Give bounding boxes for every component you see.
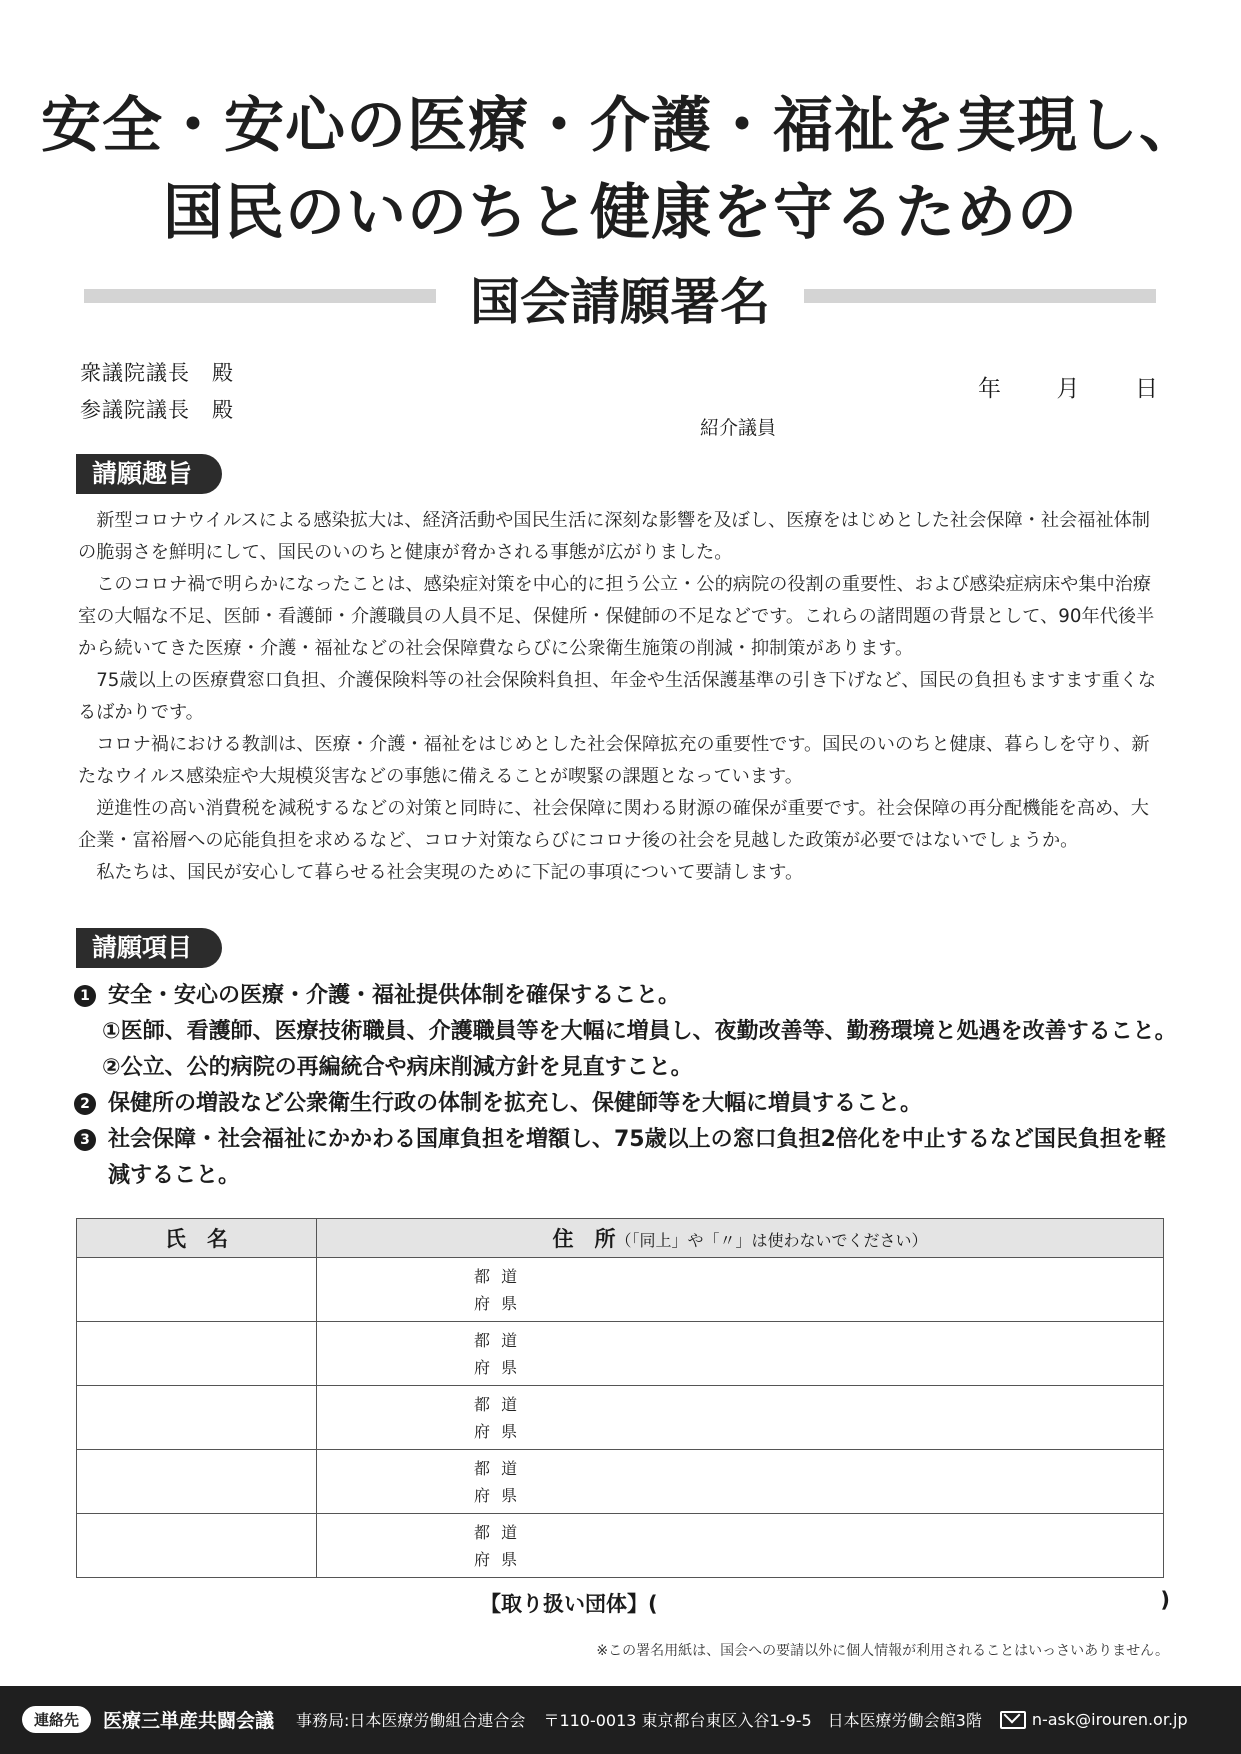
purpose-paragraph: 新型コロナウイルスによる感染拡大は、経済活動や国民生活に深刻な影響を及ぼし、医療をはじめとした社会保障・社会福祉体制の脆弱さを鮮明にして、国民のいのちと健康が脅かされる事態が広がりました。 [78, 510, 1150, 563]
date-year-label: 年 [978, 376, 1001, 402]
organization-name: 医療三単産共闘会議 [103, 1710, 275, 1732]
address-field[interactable] [317, 1322, 1164, 1386]
prefecture-label: 都 道 [474, 1458, 521, 1478]
purpose-paragraph: 逆進性の高い消費税を減税するなどの対策と同時に、社会保障に関わる財源の確保が重要です。社会保障の再分配機能を高め、大企業・富裕層への応能負担を求めるなど、コロナ対策ならびにコロナ後の社会を見越した政策が必要ではないでしょうか。 [78, 798, 1149, 851]
table-header-row [77, 1219, 1164, 1258]
purpose-text [78, 505, 1164, 889]
handling-organization-label: 【取り扱い団体】( [480, 1592, 658, 1616]
address-field[interactable] [317, 1514, 1164, 1578]
contact-badge: 連絡先 [22, 1706, 91, 1733]
section-heading-purpose: 請願趣旨 [76, 454, 222, 494]
name-field[interactable] [77, 1258, 317, 1322]
table-row [77, 1386, 1164, 1450]
handling-organization-close: ) [1160, 1588, 1170, 1612]
number-badge: 1 [74, 985, 96, 1007]
footer [0, 1686, 1241, 1754]
office-name: 事務局:日本医療労働組合連合会 [296, 1711, 526, 1730]
column-header-name: 氏 名 [77, 1219, 317, 1258]
name-field[interactable] [77, 1450, 317, 1514]
column-header-address [317, 1219, 1164, 1258]
table-row [77, 1322, 1164, 1386]
privacy-note: ※この署名用紙は、国会への要請以外に個人情報が利用されることはいっさいありません。 [596, 1643, 1169, 1659]
item-text: 社会保障・社会福祉にかかわる国庫負担を増額し、75歳以上の窓口負担2倍化を中止するなど国民負担を軽減すること。 [108, 1127, 1166, 1188]
table-row [77, 1514, 1164, 1578]
address-note: （「同上」や「〃」は使わないでください） [615, 1231, 928, 1250]
introducer-label: 紹介議員 [700, 417, 777, 439]
prefecture-label: 都 道 [474, 1522, 521, 1542]
section-heading-items: 請願項目 [76, 928, 222, 968]
contact-email[interactable]: n-ask@irouren.or.jp [1031, 1710, 1188, 1729]
prefecture-label: 都 道 [474, 1330, 521, 1350]
list-item [72, 978, 1182, 1014]
prefecture-label: 府 県 [474, 1421, 521, 1441]
name-field[interactable] [77, 1322, 317, 1386]
date-day-label: 日 [1135, 376, 1158, 402]
sub-item: ②公立、公的病院の再編統合や病床削減方針を見直すこと。 [102, 1055, 693, 1080]
addressee-house-of-councillors: 参議院議長 殿 [80, 398, 234, 422]
purpose-paragraph: 私たちは、国民が安心して暮らせる社会実現のために下記の事項について要請します。 [96, 862, 804, 883]
mail-icon [1000, 1711, 1026, 1729]
purpose-paragraph: コロナ禍における教訓は、医療・介護・福祉をはじめとした社会保障拡充の重要性です。国民のいのちと健康、暮らしを守り、新たなウイルス感染症や大規模災害などの事態に備えることが喫緊の課題となっています。 [78, 734, 1150, 787]
signature-table [76, 1218, 1164, 1578]
sub-item: ①医師、看護師、医療技術職員、介護職員等を大幅に増員し、夜勤改善等、勤務環境と処遇を改善すること。 [102, 1019, 1177, 1044]
list-item [72, 1086, 1182, 1122]
address-field[interactable] [317, 1450, 1164, 1514]
prefecture-label: 府 県 [474, 1549, 521, 1569]
page-title-line1: 安全・安心の医療・介護・福祉を実現し、 [41, 91, 1200, 161]
purpose-paragraph: このコロナ禍で明らかになったことは、感染症対策を中心的に担う公立・公的病院の役割の重要性、および感染症病床や集中治療室の大幅な不足、医師・看護師・介護職員の人員不足、保健所・保健師の不足などです。これらの諸問題の背景として、90年代後半から続いてきた医療・介護・福祉などの社会保障費ならびに公衆衛生施策の削減・抑制策があります。 [78, 574, 1155, 659]
divider [804, 289, 1156, 303]
date-field [978, 370, 1158, 403]
prefecture-label: 府 県 [474, 1293, 521, 1313]
petition-items [72, 978, 1182, 1194]
page-subtitle: 国会請願署名 [470, 273, 770, 331]
table-row [77, 1450, 1164, 1514]
office-address: 〒110-0013 東京都台東区入谷1-9-5 日本医療労働会館3階 [543, 1711, 982, 1730]
item-text: 安全・安心の医療・介護・福祉提供体制を確保すること。 [108, 983, 681, 1008]
address-field[interactable] [317, 1386, 1164, 1450]
address-field[interactable] [317, 1258, 1164, 1322]
item-text: 保健所の増設など公衆衛生行政の体制を拡充し、保健師等を大幅に増員すること。 [108, 1091, 923, 1116]
prefecture-label: 都 道 [474, 1394, 521, 1414]
prefecture-label: 府 県 [474, 1357, 521, 1377]
number-badge: 2 [74, 1093, 96, 1115]
number-badge: 3 [74, 1129, 96, 1151]
addressee-house-of-representatives: 衆議院議長 殿 [80, 361, 234, 385]
handling-organization-field[interactable] [480, 1588, 1170, 1618]
name-field[interactable] [77, 1386, 317, 1450]
prefecture-label: 府 県 [474, 1485, 521, 1505]
purpose-paragraph: 75歳以上の医療費窓口負担、介護保険料等の社会保険料負担、年金や生活保護基準の引き下げなど、国民の負担もますます重くなるばかりです。 [78, 670, 1157, 723]
name-field[interactable] [77, 1514, 317, 1578]
page-title-line2: 国民のいのちと健康を守るための [163, 178, 1078, 248]
column-header-address-label: 住 所 [552, 1227, 616, 1251]
subtitle-banner [84, 262, 1156, 331]
divider [84, 289, 436, 303]
table-row [77, 1258, 1164, 1322]
prefecture-label: 都 道 [474, 1266, 521, 1286]
list-item [72, 1122, 1182, 1194]
date-month-label: 月 [1056, 376, 1080, 402]
